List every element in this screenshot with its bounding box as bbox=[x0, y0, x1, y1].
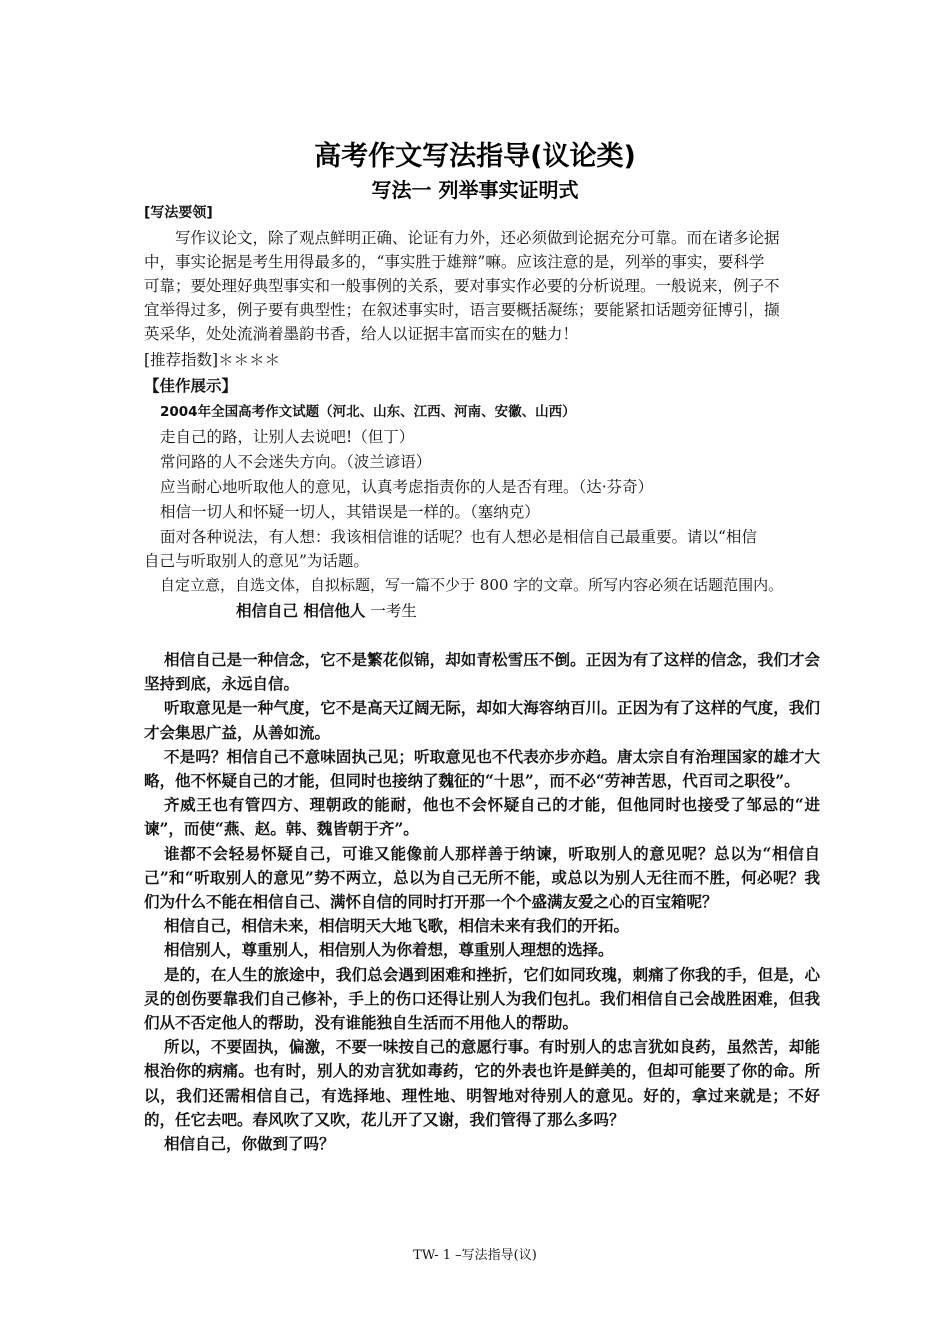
essay-paragraph: 齐威王也有管四方、理朝政的能耐，他也不会怀疑自己的才能，但他同时也接受了邹忌的“进谏”，而使“燕、赵。韩、魏皆朝于齐”。 bbox=[144, 795, 820, 839]
guide-line: 英采华，处处流淌着墨韵书香，给人以证据丰富而实在的魅力！ bbox=[144, 325, 579, 343]
page-footer: TW- 1 –写法指导(议) bbox=[413, 1248, 537, 1263]
prompt-line: 应当耐心地听取他人的意见，认真考虑指责你的人是否有理。（达·芬奇） bbox=[160, 478, 654, 496]
essay-paragraph: 相信自己，相信未来，相信明天大地飞歌，相信未来有我们的开拓。 bbox=[164, 916, 630, 936]
exam-title: 2004年全国高考作文试题（河北、山东、江西、河南、安徽、山西） bbox=[160, 404, 576, 420]
showcase-label: 【佳作展示】 bbox=[144, 377, 238, 395]
section-label: [写法要领] bbox=[144, 205, 213, 221]
prompt-line: 相信一切人和怀疑一切人，其错误是一样的。（塞纳克） bbox=[160, 503, 540, 521]
essay-paragraph: 是的，在人生的旅途中，我们总会遇到困难和挫折，它们如同玫瑰，刺痛了你我的手，但是，心灵的创伤要靠我们自己修补，手上的伤口还得让别人为我们包扎。我们相信自己会战胜困难，但我们从不否定他人的帮助，没有谁能独自生活而不用他人的帮助。 bbox=[144, 964, 820, 1033]
prompt-line: 走自己的路，让别人去说吧!（但丁） bbox=[160, 428, 415, 446]
essay-paragraph: 相信自己，你做到了吗？ bbox=[164, 1134, 335, 1154]
essay-paragraph: 相信自己是一种信念，它不是繁花似锦，却如青松雪压不倒。正因为有了这样的信念，我们才会坚持到底，永远自信。 bbox=[144, 650, 820, 694]
essay-paragraph: 听取意见是一种气度，它不是高天辽阔无际，却如大海容纳百川。正因为有了这样的气度，我们才会集思广益，从善如流。 bbox=[144, 698, 820, 742]
guide-line: 写作议论文，除了观点鲜明正确、论证有力外，还必须做到论据充分可靠。而在诸多论据 bbox=[175, 229, 780, 247]
essay-paragraph: 相信别人，尊重别人，相信别人为你着想，尊重别人理想的选择。 bbox=[164, 940, 614, 960]
essay-heading bbox=[236, 599, 916, 623]
prompt-line: 面对各种说法，有人想：我该相信谁的话呢？也有人想必是相信自己最重要。请以“相信 bbox=[160, 528, 757, 546]
essay-paragraph: 不是吗？相信自己不意味固执己见；听取意见也不代表亦步亦趋。唐太宗自有治理国家的雄才大略，他不怀疑自己的才能，但同时也接纳了魏征的“十思”，而不必“劳神苦思，代百司之职役”。 bbox=[144, 746, 820, 791]
guide-line: 宜举得过多，例子要有典型性；在叙述事实时，语言要概括凝练；要能紧扣话题旁征博引，撷 bbox=[144, 301, 780, 319]
essay-author: 一考生 bbox=[370, 602, 417, 620]
prompt-line: 自己与听取别人的意见”为话题。 bbox=[144, 552, 369, 570]
page-title: 高考作文写法指导(议论类) bbox=[314, 141, 636, 172]
essay-title: 相信自己 相信他人 bbox=[236, 602, 366, 620]
prompt-line: 自定立意，自选文体，自拟标题，写一篇不少于 800 字的文章。所写内容必须在话题范围内。 bbox=[160, 576, 784, 594]
prompt-line: 常问路的人不会迷失方向。（波兰谚语） bbox=[160, 453, 432, 471]
essay-paragraph: 谁都不会轻易怀疑自己，可谁又能像前人那样善于纳谏，听取别人的意见呢？总以为“相信自己”和“听取别人的意见”势不两立，总以为自己无所不能，或总以为别人无往而不胜，何必呢？我们为什么不能在相信自己、满怀自信的同时打开那一个个盛满友爱之心的百宝箱呢？ bbox=[144, 843, 820, 912]
essay-paragraph: 所以，不要固执，偏激，不要一味按自己的意愿行事。有时别人的忠言犹如良药，虽然苦，却能根治你的病痛。也有时，别人的劝言犹如毒药，它的外表也许是鲜美的，但却可能要了你的命。所以，我们还需相信自己，有选择地、理性地、明智地对待别人的意见。好的，拿过来就是；不好的，任它去吧。春风吹了又吹，花儿开了又谢，我们管得了那么多吗？ bbox=[144, 1037, 820, 1129]
guide-line: 可靠；要处理好典型事实和一般事例的关系，要对事实作必要的分析说理。一般说来，例子不 bbox=[144, 277, 780, 295]
page-subtitle: 写法一 列举事实证明式 bbox=[371, 178, 579, 202]
recommend-index: [推荐指数]＊＊＊＊ bbox=[144, 351, 281, 369]
guide-line: 中，事实论据是考生用得最多的，“事实胜于雄辩”嘛。应该注意的是，列举的事实，要科学 bbox=[144, 253, 765, 271]
essay-body bbox=[144, 648, 820, 1156]
